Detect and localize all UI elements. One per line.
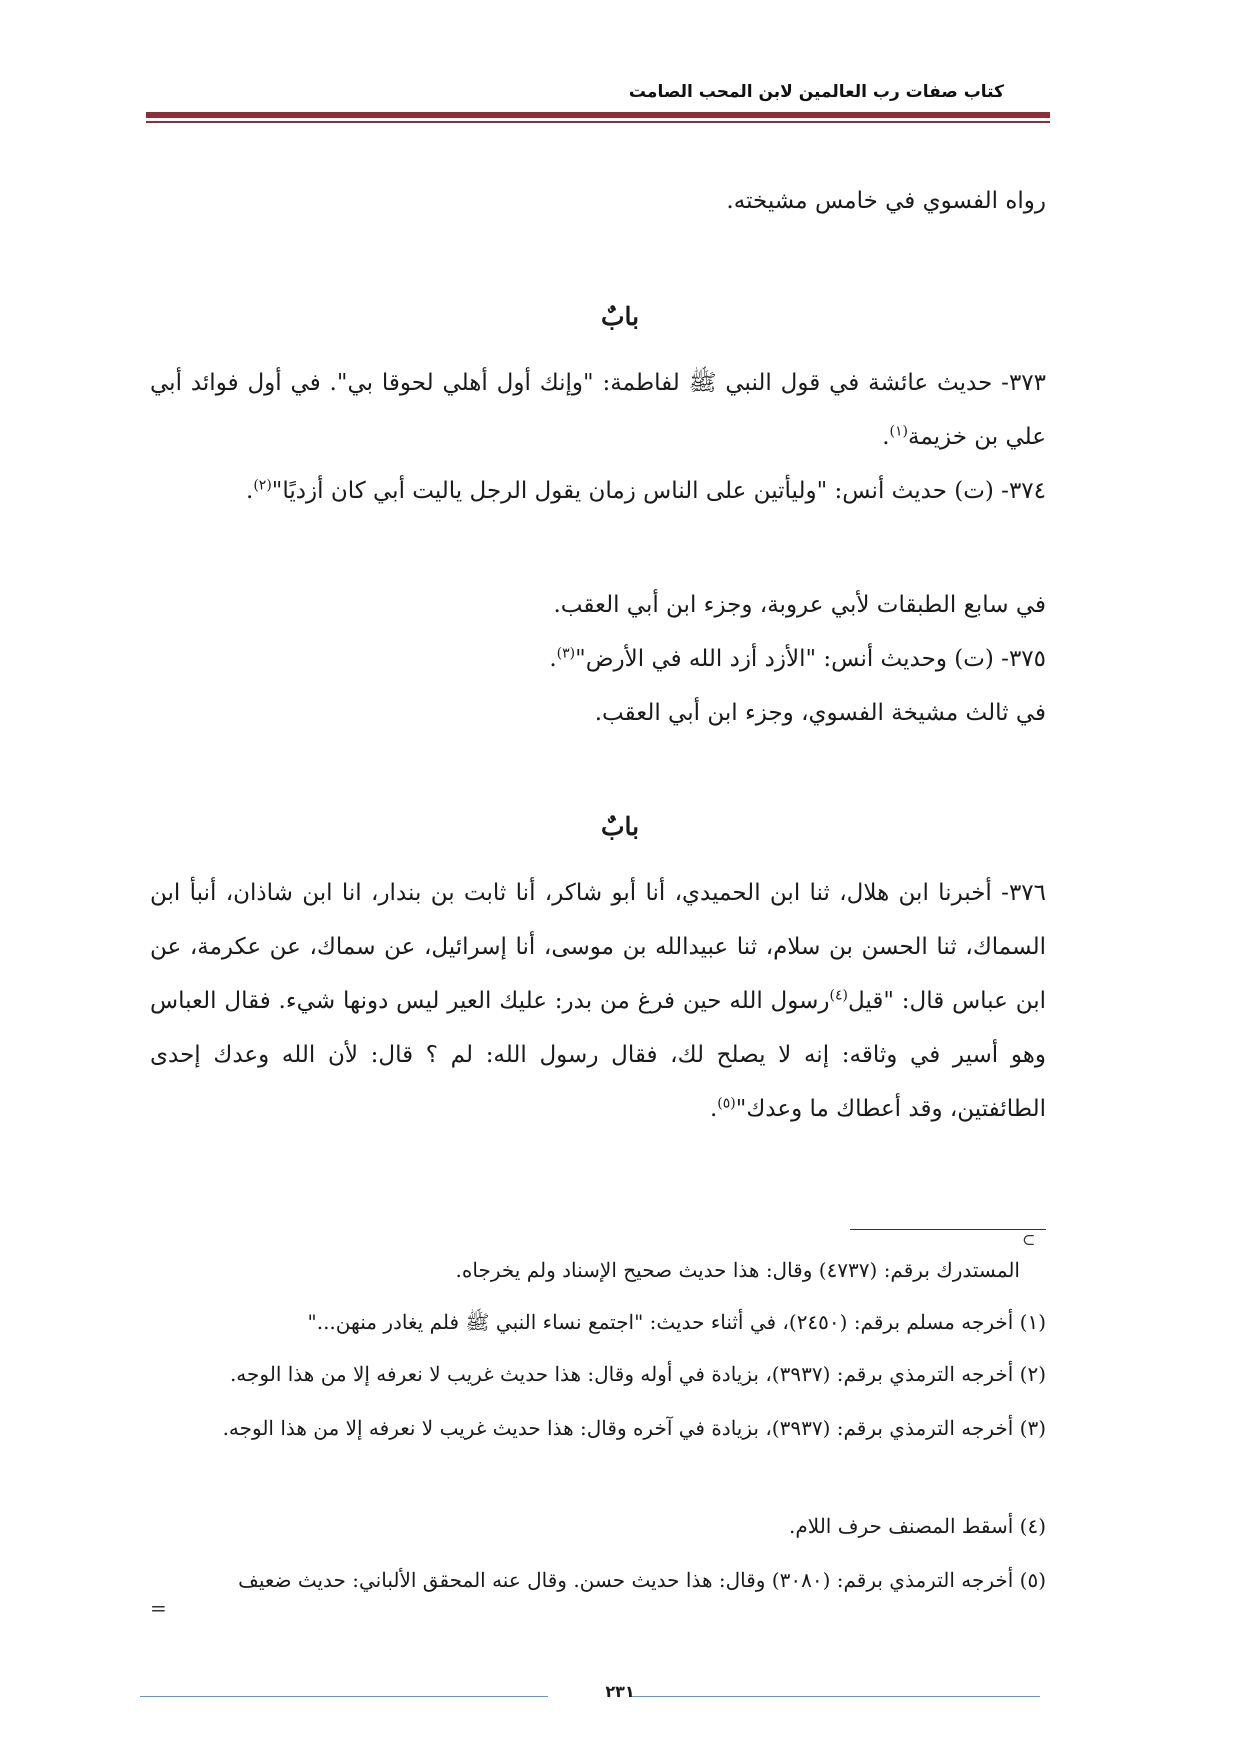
footnote-ref-2[interactable]: (٢): [253, 477, 272, 494]
hadith-374-source: في سابع الطبقات لأبي عروبة، وجزء ابن أبي العقب.: [553, 592, 1046, 618]
footnote-ref-1[interactable]: (١): [889, 423, 909, 440]
hadith-375-source: في ثالث مشيخة الفسوي، وجزء ابن أبي العقب.: [594, 700, 1046, 726]
chapter-heading-1: بابٌ: [600, 302, 640, 331]
header-rule-thin: [146, 121, 1050, 123]
footnote-4: (٤) أسقط المصنف حرف اللام.: [789, 1514, 1046, 1538]
continuation-mark: ⊃: [1022, 1230, 1036, 1249]
footnote-ref-4[interactable]: (٤): [829, 987, 849, 1004]
footnote-1: (١) أخرجه مسلم برقم: (٢٤٥٠)، في أثناء حديث: "اجتمع نساء النبي ﷺ فلم يغادر منهن...": [307, 1310, 1046, 1334]
hadith-374: ٣٧٤- (ت) حديث أنس: "وليأتين على الناس زمان يقول الرجل ياليت أبي كان أزديًا"$^{(٢)}$.: [246, 477, 1046, 504]
footnote-ref-5[interactable]: (٥): [717, 1095, 736, 1112]
hadith-376-part-1: ٣٧٦- أخبرنا ابن هلال، ثنا ابن الحميدي، أنا أبو شاكر، أنا ثابت بن بندار، انا ابن شاذان، أنبأ ابن السماك، ثنا الحسن بن سلام، ثنا عبيدالله بن موسى، أنا إسرائيل، عن سماك، عن عكرمة، عن ابن عباس قال: "قيل: [150, 880, 1046, 1014]
footnote-ref-3[interactable]: (٣): [556, 645, 576, 662]
continues-mark: =: [150, 1596, 167, 1620]
hadith-374-text: ٣٧٤- (ت) حديث أنس: "وليأتين على الناس زمان يقول الرجل ياليت أبي كان أزديًا": [271, 478, 1046, 504]
running-header-title: كتاب صفات رب العالمين لابن المحب الصامت: [628, 82, 1004, 102]
opening-line: رواه الفسوي في خامس مشيخته.: [726, 188, 1046, 214]
header-rule: [146, 112, 1050, 118]
hadith-373-text: ٣٧٣- حديث عائشة في قول النبي ﷺ لفاطمة: "وإنك أول أهلي لحوقا بي". في أول فوائد أبي علي بن خزيمة: [150, 370, 1046, 450]
footnote-divider: [850, 1229, 1046, 1230]
footnote-5: (٥) أخرجه الترمذي برقم: (٣٠٨٠) وقال: هذا حديث حسن. وقال عنه المحقق الألباني: حديث ضعيف: [238, 1568, 1046, 1592]
footnote-3: (٣) أخرجه الترمذي برقم: (٣٩٣٧)، بزيادة في آخره وقال: هذا حديث غريب لا نعرفه إلا من هذا الوجه.: [222, 1416, 1046, 1440]
hadith-375: ٣٧٥- (ت) وحديث أنس: "الأزد أزد الله في الأرض"$^{(٣)}$.: [549, 645, 1046, 672]
hadith-376-part-2: رسول الله حين فرغ من بدر: عليك العير ليس دونها شيء. فقال العباس وهو أسير في وثاقه: إنه لا يصلح لك، فقال رسول الله: لم ؟ قال: لأن الله وعدك إحدى الطائفتين، وقد أعطاك ما وعدك": [150, 988, 1046, 1122]
chapter-heading-2: بابٌ: [600, 812, 640, 841]
hadith-375-text: ٣٧٥- (ت) وحديث أنس: "الأزد أزد الله في الأرض": [575, 646, 1046, 672]
footnote-continuation: المستدرك برقم: (٤٧٣٧) وقال: هذا حديث صحيح الإسناد ولم يخرجاه.: [455, 1258, 1020, 1282]
page-number: ٢٣١: [605, 1682, 635, 1701]
hadith-376: ٣٧٦- أخبرنا ابن هلال، ثنا ابن الحميدي، أنا أبو شاكر، أنا ثابت بن بندار، انا ابن شاذان، أنبأ ابن السماك، ثنا الحسن بن سلام، ثنا عبيدالله بن موسى، أنا إسرائيل، عن سماك، عن عكرمة، عن ابن عباس قال: "قيل$^{(٤)}$رسول الله حين فرغ من بدر: عليك العير ليس دونها شيء. فقال العباس وهو أسير في وثاقه: إنه لا يصلح لك، فقال رسول الله: لم ؟ قال: لأن الله وعدك إحدى الطائفتين، وقد أعطاك ما وعدك"$^{(٥)}$.: [150, 880, 1046, 1122]
footnote-2: (٢) أخرجه الترمذي برقم: (٣٩٣٧)، بزيادة في أوله وقال: هذا حديث غريب لا نعرفه إلا من هذا الوجه.: [229, 1362, 1046, 1386]
hadith-373: ٣٧٣- حديث عائشة في قول النبي ﷺ لفاطمة: "وإنك أول أهلي لحوقا بي". في أول فوائد أبي علي بن خزيمة$^{(١)}$.: [150, 370, 1046, 450]
